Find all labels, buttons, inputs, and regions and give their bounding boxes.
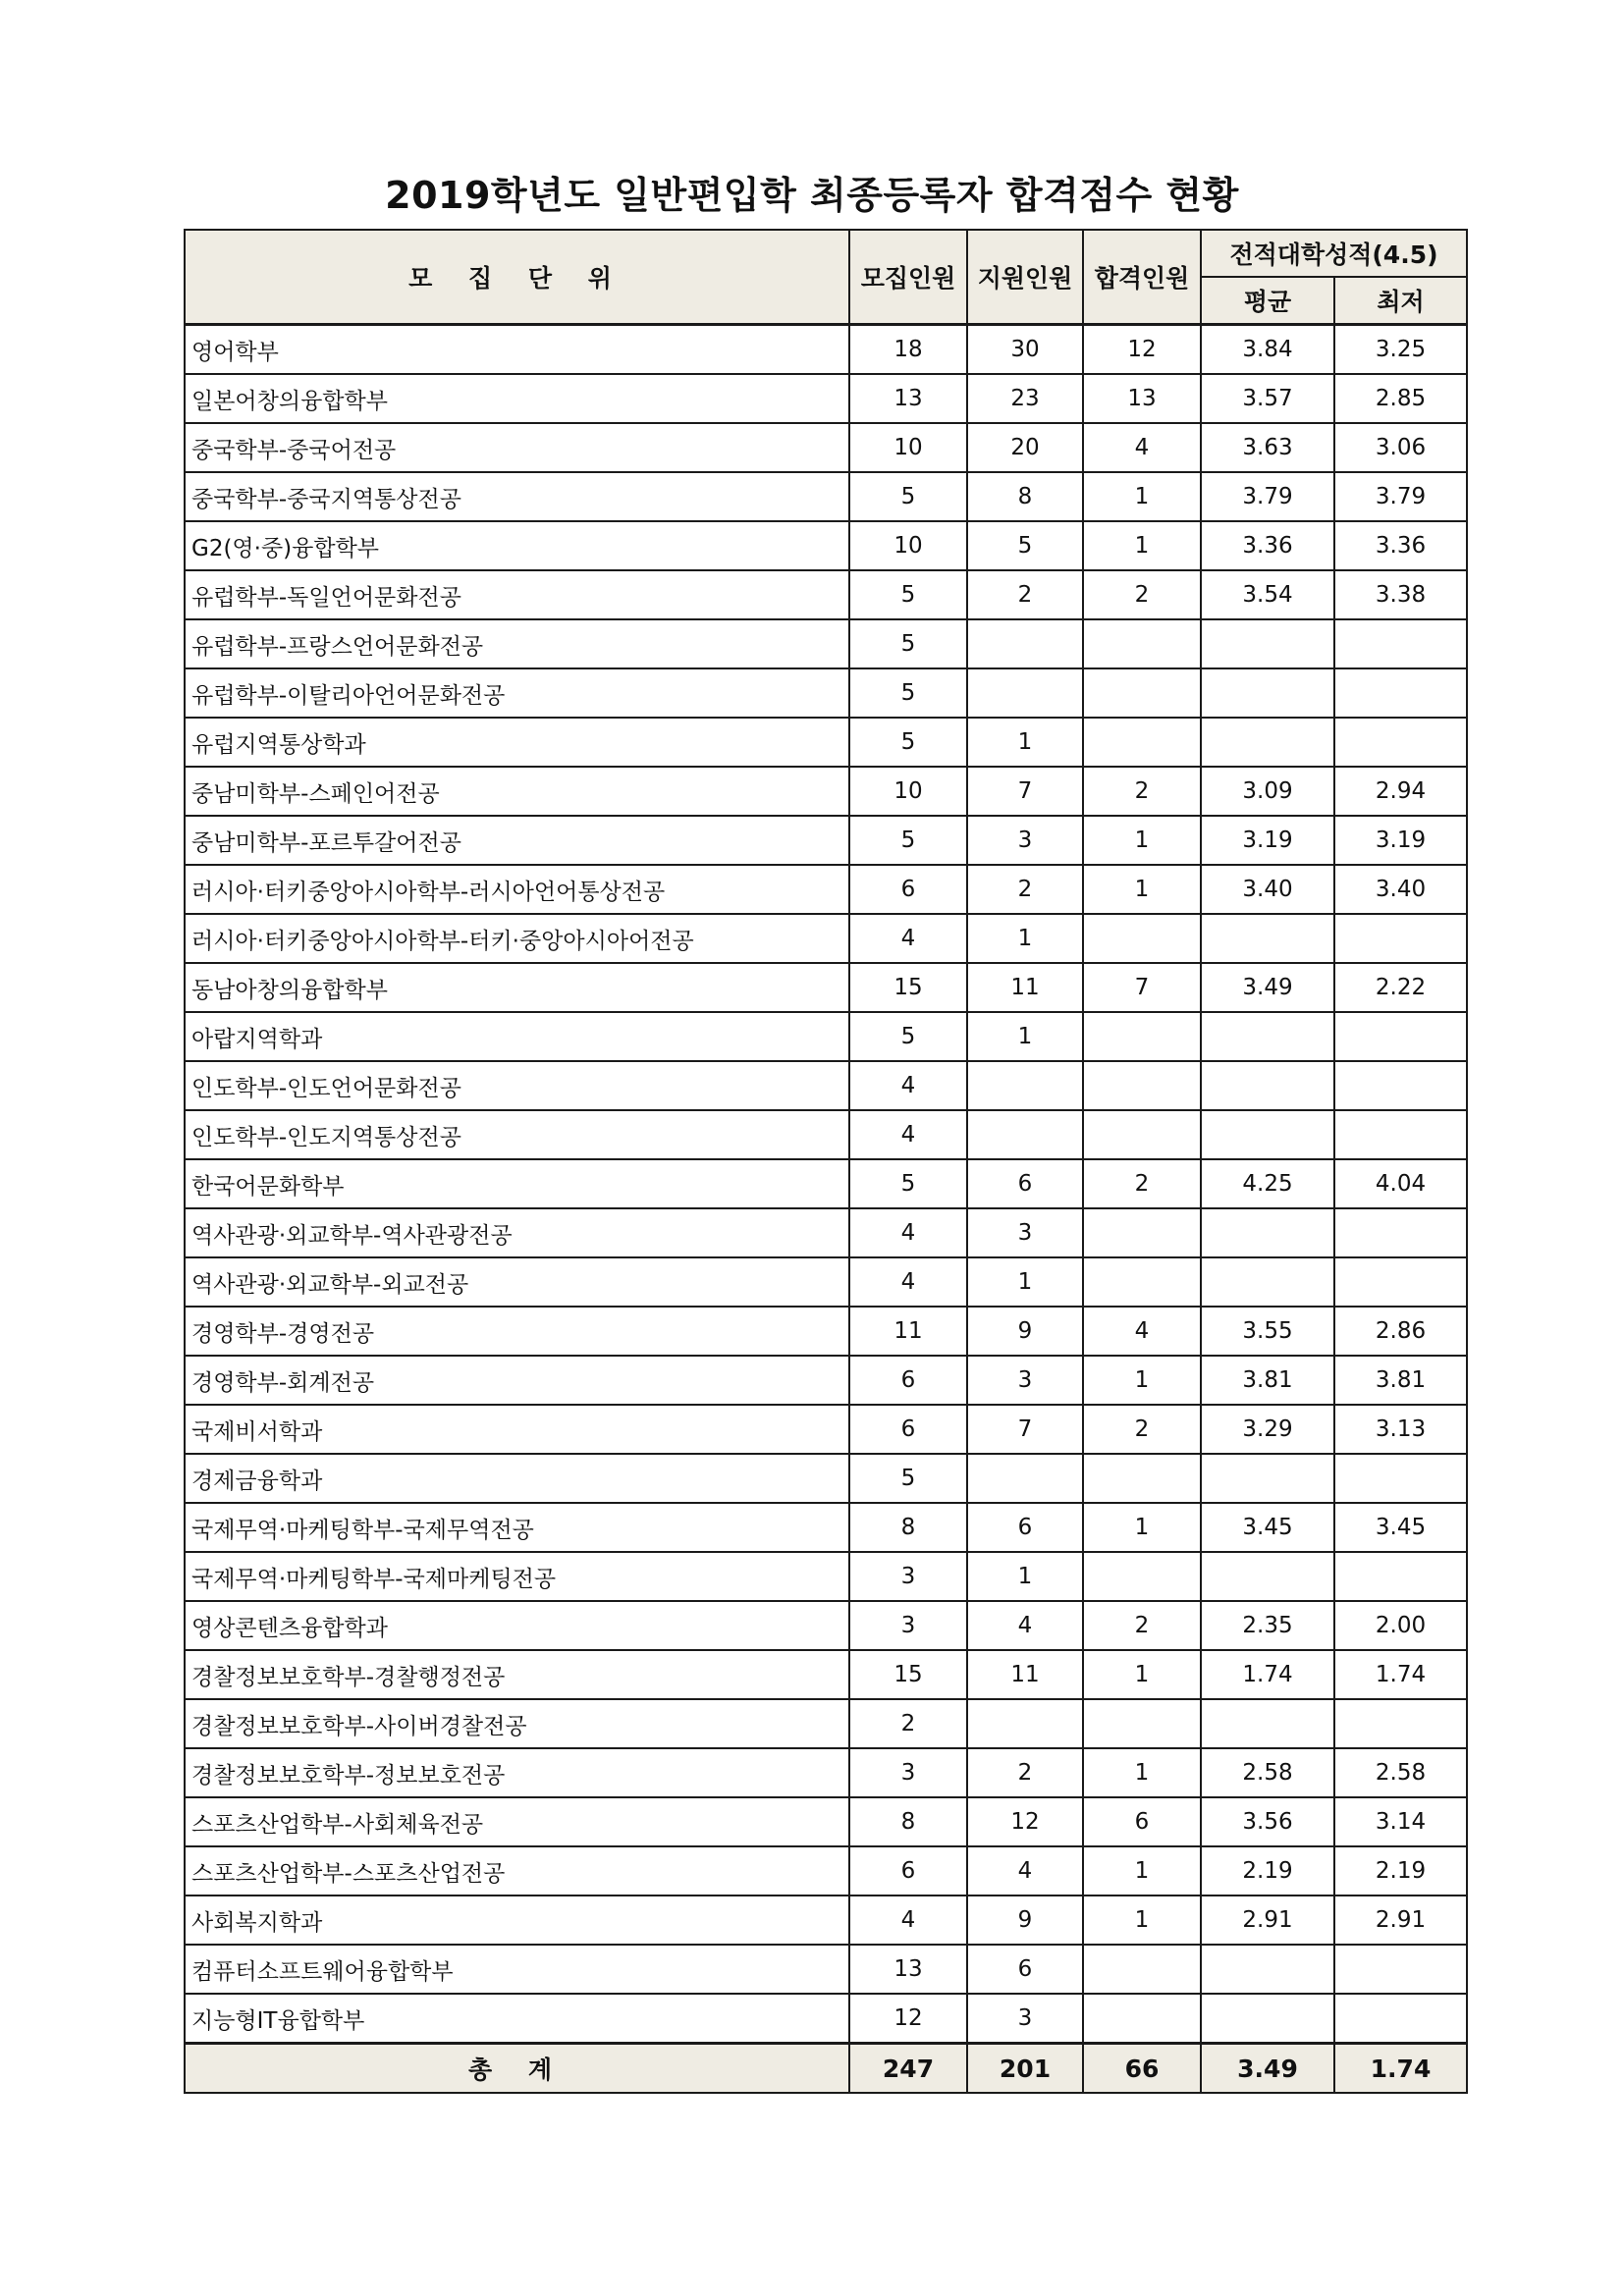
- applicants-cell: 1: [967, 718, 1083, 767]
- quota-cell: 18: [849, 325, 967, 375]
- applicants-cell: 2: [967, 1748, 1083, 1797]
- min-cell: [1334, 1208, 1467, 1257]
- min-cell: [1334, 1061, 1467, 1110]
- admitted-cell: [1083, 1945, 1201, 1994]
- table-header: [185, 230, 1467, 325]
- avg-cell: 3.81: [1201, 1356, 1334, 1405]
- quota-cell: 4: [849, 1208, 967, 1257]
- applicants-cell: 5: [967, 521, 1083, 570]
- min-cell: 2.85: [1334, 374, 1467, 423]
- min-cell: 2.22: [1334, 963, 1467, 1012]
- quota-cell: 5: [849, 570, 967, 619]
- min-cell: 3.38: [1334, 570, 1467, 619]
- table-row: [185, 619, 1467, 668]
- applicants-cell: 1: [967, 1012, 1083, 1061]
- table-row: [185, 1601, 1467, 1650]
- unit-cell: 국제비서학과: [185, 1405, 849, 1454]
- avg-cell: 3.19: [1201, 816, 1334, 865]
- unit-cell: 경영학부-회계전공: [185, 1356, 849, 1405]
- table-row: [185, 1061, 1467, 1110]
- table-row: [185, 1650, 1467, 1699]
- min-cell: [1334, 1994, 1467, 2044]
- applicants-cell: 3: [967, 816, 1083, 865]
- table-row: [185, 1356, 1467, 1405]
- admitted-cell: 7: [1083, 963, 1201, 1012]
- admitted-cell: 2: [1083, 767, 1201, 816]
- quota-cell: 6: [849, 1405, 967, 1454]
- applicants-cell: [967, 619, 1083, 668]
- min-cell: 3.14: [1334, 1797, 1467, 1846]
- quota-cell: 6: [849, 1356, 967, 1405]
- min-cell: 3.13: [1334, 1405, 1467, 1454]
- unit-cell: 경찰정보보호학부-사이버경찰전공: [185, 1699, 849, 1748]
- unit-cell: 중남미학부-스페인어전공: [185, 767, 849, 816]
- quota-cell: 2: [849, 1699, 967, 1748]
- admitted-cell: [1083, 1110, 1201, 1159]
- admitted-cell: 2: [1083, 1159, 1201, 1208]
- admitted-cell: 4: [1083, 423, 1201, 472]
- table-row: [185, 1405, 1467, 1454]
- avg-cell: 3.49: [1201, 963, 1334, 1012]
- applicants-cell: 7: [967, 767, 1083, 816]
- admitted-cell: 12: [1083, 325, 1201, 375]
- admission-score-table: [184, 229, 1468, 2094]
- header-quota: 모집인원: [849, 230, 967, 325]
- table-row: [185, 1503, 1467, 1552]
- applicants-cell: 4: [967, 1601, 1083, 1650]
- header-applicants: 지원인원: [967, 230, 1083, 325]
- admitted-cell: 1: [1083, 816, 1201, 865]
- min-cell: 4.04: [1334, 1159, 1467, 1208]
- admitted-cell: [1083, 1208, 1201, 1257]
- avg-cell: [1201, 619, 1334, 668]
- unit-cell: 경찰정보보호학부-정보보호전공: [185, 1748, 849, 1797]
- avg-cell: [1201, 1110, 1334, 1159]
- admitted-cell: [1083, 1061, 1201, 1110]
- min-cell: [1334, 914, 1467, 963]
- table-row: [185, 1846, 1467, 1896]
- applicants-cell: [967, 1699, 1083, 1748]
- admitted-cell: [1083, 619, 1201, 668]
- table-row: [185, 570, 1467, 619]
- unit-cell: 지능형IT융합학부: [185, 1994, 849, 2044]
- quota-cell: 3: [849, 1748, 967, 1797]
- unit-cell: 중국학부-중국어전공: [185, 423, 849, 472]
- quota-cell: 5: [849, 816, 967, 865]
- quota-cell: 4: [849, 914, 967, 963]
- total-avg: 3.49: [1201, 2044, 1334, 2094]
- min-cell: [1334, 1454, 1467, 1503]
- header-unit: 모 집 단 위: [185, 230, 849, 325]
- avg-cell: 3.79: [1201, 472, 1334, 521]
- avg-cell: [1201, 718, 1334, 767]
- applicants-cell: 2: [967, 570, 1083, 619]
- min-cell: 2.58: [1334, 1748, 1467, 1797]
- unit-cell: 러시아·터키중앙아시아학부-터키·중앙아시아어전공: [185, 914, 849, 963]
- applicants-cell: 3: [967, 1208, 1083, 1257]
- admitted-cell: [1083, 1257, 1201, 1307]
- avg-cell: 2.91: [1201, 1896, 1334, 1945]
- table-row: [185, 914, 1467, 963]
- admitted-cell: 1: [1083, 1748, 1201, 1797]
- applicants-cell: 3: [967, 1994, 1083, 2044]
- admitted-cell: 1: [1083, 1846, 1201, 1896]
- min-cell: [1334, 619, 1467, 668]
- table-row: [185, 1208, 1467, 1257]
- table-row: [185, 1307, 1467, 1356]
- table-row: [185, 521, 1467, 570]
- min-cell: 3.19: [1334, 816, 1467, 865]
- quota-cell: 5: [849, 668, 967, 718]
- unit-cell: 일본어창의융합학부: [185, 374, 849, 423]
- min-cell: 3.79: [1334, 472, 1467, 521]
- table-row: [185, 668, 1467, 718]
- applicants-cell: 11: [967, 963, 1083, 1012]
- unit-cell: 스포츠산업학부-스포츠산업전공: [185, 1846, 849, 1896]
- quota-cell: 8: [849, 1797, 967, 1846]
- unit-cell: 역사관광·외교학부-외교전공: [185, 1257, 849, 1307]
- table-row: [185, 1797, 1467, 1846]
- unit-cell: 동남아창의융합학부: [185, 963, 849, 1012]
- applicants-cell: 7: [967, 1405, 1083, 1454]
- admitted-cell: 1: [1083, 1896, 1201, 1945]
- min-cell: [1334, 1699, 1467, 1748]
- unit-cell: 사회복지학과: [185, 1896, 849, 1945]
- table-row: [185, 865, 1467, 914]
- avg-cell: 3.56: [1201, 1797, 1334, 1846]
- min-cell: 2.00: [1334, 1601, 1467, 1650]
- unit-cell: 유럽학부-프랑스언어문화전공: [185, 619, 849, 668]
- min-cell: 3.81: [1334, 1356, 1467, 1405]
- admitted-cell: [1083, 1552, 1201, 1601]
- unit-cell: 경찰정보보호학부-경찰행정전공: [185, 1650, 849, 1699]
- unit-cell: 영어학부: [185, 325, 849, 375]
- min-cell: 2.91: [1334, 1896, 1467, 1945]
- table-row: [185, 1994, 1467, 2044]
- admitted-cell: [1083, 1994, 1201, 2044]
- table-row: [185, 1945, 1467, 1994]
- avg-cell: [1201, 1061, 1334, 1110]
- avg-cell: [1201, 1257, 1334, 1307]
- table-row: [185, 325, 1467, 375]
- admitted-cell: [1083, 914, 1201, 963]
- admitted-cell: 1: [1083, 865, 1201, 914]
- applicants-cell: 6: [967, 1503, 1083, 1552]
- unit-cell: 경영학부-경영전공: [185, 1307, 849, 1356]
- header-avg: 평균: [1201, 277, 1334, 325]
- table-row: [185, 816, 1467, 865]
- admitted-cell: [1083, 1454, 1201, 1503]
- table-row: [185, 1699, 1467, 1748]
- table-row: [185, 767, 1467, 816]
- quota-cell: 11: [849, 1307, 967, 1356]
- avg-cell: 1.74: [1201, 1650, 1334, 1699]
- min-cell: 2.86: [1334, 1307, 1467, 1356]
- avg-cell: 3.40: [1201, 865, 1334, 914]
- quota-cell: 4: [849, 1257, 967, 1307]
- min-cell: 3.36: [1334, 521, 1467, 570]
- applicants-cell: 9: [967, 1896, 1083, 1945]
- page-title: 2019학년도 일반편입학 최종등록자 합격점수 현황: [385, 174, 1239, 217]
- unit-cell: 영상콘텐츠융합학과: [185, 1601, 849, 1650]
- avg-cell: 4.25: [1201, 1159, 1334, 1208]
- header-min: 최저: [1334, 277, 1467, 325]
- quota-cell: 10: [849, 423, 967, 472]
- avg-cell: [1201, 1208, 1334, 1257]
- table-row: [185, 1012, 1467, 1061]
- applicants-cell: 1: [967, 914, 1083, 963]
- applicants-cell: 6: [967, 1945, 1083, 1994]
- quota-cell: 13: [849, 374, 967, 423]
- unit-cell: 한국어문화학부: [185, 1159, 849, 1208]
- total-min: 1.74: [1334, 2044, 1467, 2094]
- unit-cell: 인도학부-인도언어문화전공: [185, 1061, 849, 1110]
- quota-cell: 3: [849, 1552, 967, 1601]
- table-row: [185, 1552, 1467, 1601]
- avg-cell: 2.58: [1201, 1748, 1334, 1797]
- quota-cell: 5: [849, 1454, 967, 1503]
- min-cell: 2.19: [1334, 1846, 1467, 1896]
- unit-cell: 경제금융학과: [185, 1454, 849, 1503]
- quota-cell: 6: [849, 1846, 967, 1896]
- applicants-cell: 12: [967, 1797, 1083, 1846]
- table-row: [185, 472, 1467, 521]
- quota-cell: 5: [849, 619, 967, 668]
- applicants-cell: 30: [967, 325, 1083, 375]
- min-cell: [1334, 1110, 1467, 1159]
- unit-cell: 러시아·터키중앙아시아학부-러시아언어통상전공: [185, 865, 849, 914]
- header-gpa-group: 전적대학성적(4.5): [1201, 230, 1467, 277]
- quota-cell: 12: [849, 1994, 967, 2044]
- avg-cell: [1201, 1994, 1334, 2044]
- admitted-cell: 4: [1083, 1307, 1201, 1356]
- applicants-cell: [967, 1061, 1083, 1110]
- min-cell: 1.74: [1334, 1650, 1467, 1699]
- applicants-cell: 2: [967, 865, 1083, 914]
- applicants-cell: 23: [967, 374, 1083, 423]
- admitted-cell: 1: [1083, 1650, 1201, 1699]
- quota-cell: 6: [849, 865, 967, 914]
- unit-cell: 역사관광·외교학부-역사관광전공: [185, 1208, 849, 1257]
- unit-cell: 컴퓨터소프트웨어융합학부: [185, 1945, 849, 1994]
- table-body: [185, 325, 1467, 2044]
- applicants-cell: 3: [967, 1356, 1083, 1405]
- min-cell: [1334, 1257, 1467, 1307]
- applicants-cell: 8: [967, 472, 1083, 521]
- avg-cell: [1201, 1012, 1334, 1061]
- avg-cell: 3.63: [1201, 423, 1334, 472]
- quota-cell: 10: [849, 767, 967, 816]
- quota-cell: 4: [849, 1061, 967, 1110]
- min-cell: 3.40: [1334, 865, 1467, 914]
- quota-cell: 5: [849, 1159, 967, 1208]
- table-row: [185, 718, 1467, 767]
- table-row: [185, 1159, 1467, 1208]
- unit-cell: 중남미학부-포르투갈어전공: [185, 816, 849, 865]
- min-cell: [1334, 718, 1467, 767]
- table-row: [185, 1748, 1467, 1797]
- avg-cell: [1201, 1552, 1334, 1601]
- unit-cell: 유럽학부-이탈리아언어문화전공: [185, 668, 849, 718]
- quota-cell: 4: [849, 1896, 967, 1945]
- unit-cell: 국제무역·마케팅학부-국제마케팅전공: [185, 1552, 849, 1601]
- table-row: [185, 374, 1467, 423]
- table-row: [185, 1896, 1467, 1945]
- table-row: [185, 1257, 1467, 1307]
- avg-cell: [1201, 914, 1334, 963]
- admitted-cell: 1: [1083, 1356, 1201, 1405]
- table-row: [185, 1454, 1467, 1503]
- min-cell: 3.06: [1334, 423, 1467, 472]
- quota-cell: 15: [849, 1650, 967, 1699]
- admitted-cell: 1: [1083, 521, 1201, 570]
- quota-cell: 5: [849, 1012, 967, 1061]
- table-row: [185, 423, 1467, 472]
- total-label: 총 계: [185, 2044, 849, 2094]
- avg-cell: [1201, 668, 1334, 718]
- unit-cell: 중국학부-중국지역통상전공: [185, 472, 849, 521]
- min-cell: 2.94: [1334, 767, 1467, 816]
- admitted-cell: [1083, 1699, 1201, 1748]
- avg-cell: 2.19: [1201, 1846, 1334, 1896]
- unit-cell: G2(영·중)융합학부: [185, 521, 849, 570]
- total-admitted: 66: [1083, 2044, 1201, 2094]
- admitted-cell: [1083, 668, 1201, 718]
- admitted-cell: 2: [1083, 570, 1201, 619]
- applicants-cell: 11: [967, 1650, 1083, 1699]
- applicants-cell: 6: [967, 1159, 1083, 1208]
- min-cell: [1334, 668, 1467, 718]
- avg-cell: [1201, 1945, 1334, 1994]
- applicants-cell: 9: [967, 1307, 1083, 1356]
- min-cell: 3.25: [1334, 325, 1467, 375]
- quota-cell: 13: [849, 1945, 967, 1994]
- applicants-cell: [967, 668, 1083, 718]
- avg-cell: 3.29: [1201, 1405, 1334, 1454]
- admitted-cell: 13: [1083, 374, 1201, 423]
- unit-cell: 국제무역·마케팅학부-국제무역전공: [185, 1503, 849, 1552]
- avg-cell: [1201, 1454, 1334, 1503]
- quota-cell: 5: [849, 472, 967, 521]
- min-cell: 3.45: [1334, 1503, 1467, 1552]
- quota-cell: 5: [849, 718, 967, 767]
- avg-cell: 3.45: [1201, 1503, 1334, 1552]
- min-cell: [1334, 1012, 1467, 1061]
- total-quota: 247: [849, 2044, 967, 2094]
- avg-cell: [1201, 1699, 1334, 1748]
- applicants-cell: 1: [967, 1257, 1083, 1307]
- avg-cell: 3.36: [1201, 521, 1334, 570]
- applicants-cell: [967, 1110, 1083, 1159]
- admitted-cell: 1: [1083, 1503, 1201, 1552]
- quota-cell: 8: [849, 1503, 967, 1552]
- avg-cell: 3.54: [1201, 570, 1334, 619]
- applicants-cell: 4: [967, 1846, 1083, 1896]
- unit-cell: 스포츠산업학부-사회체육전공: [185, 1797, 849, 1846]
- avg-cell: 3.84: [1201, 325, 1334, 375]
- admitted-cell: 6: [1083, 1797, 1201, 1846]
- unit-cell: 아랍지역학과: [185, 1012, 849, 1061]
- avg-cell: 3.57: [1201, 374, 1334, 423]
- quota-cell: 10: [849, 521, 967, 570]
- unit-cell: 인도학부-인도지역통상전공: [185, 1110, 849, 1159]
- avg-cell: 3.55: [1201, 1307, 1334, 1356]
- table-row: [185, 1110, 1467, 1159]
- avg-cell: 2.35: [1201, 1601, 1334, 1650]
- total-applicants: 201: [967, 2044, 1083, 2094]
- admitted-cell: [1083, 1012, 1201, 1061]
- avg-cell: 3.09: [1201, 767, 1334, 816]
- quota-cell: 4: [849, 1110, 967, 1159]
- header-admitted: 합격인원: [1083, 230, 1201, 325]
- unit-cell: 유럽지역통상학과: [185, 718, 849, 767]
- applicants-cell: 20: [967, 423, 1083, 472]
- total-row: [185, 2044, 1467, 2094]
- applicants-cell: [967, 1454, 1083, 1503]
- applicants-cell: 1: [967, 1552, 1083, 1601]
- admitted-cell: [1083, 718, 1201, 767]
- quota-cell: 3: [849, 1601, 967, 1650]
- admitted-cell: 2: [1083, 1405, 1201, 1454]
- min-cell: [1334, 1552, 1467, 1601]
- unit-cell: 유럽학부-독일언어문화전공: [185, 570, 849, 619]
- admitted-cell: 2: [1083, 1601, 1201, 1650]
- quota-cell: 15: [849, 963, 967, 1012]
- table-footer: [185, 2044, 1467, 2094]
- table-row: [185, 963, 1467, 1012]
- min-cell: [1334, 1945, 1467, 1994]
- admitted-cell: 1: [1083, 472, 1201, 521]
